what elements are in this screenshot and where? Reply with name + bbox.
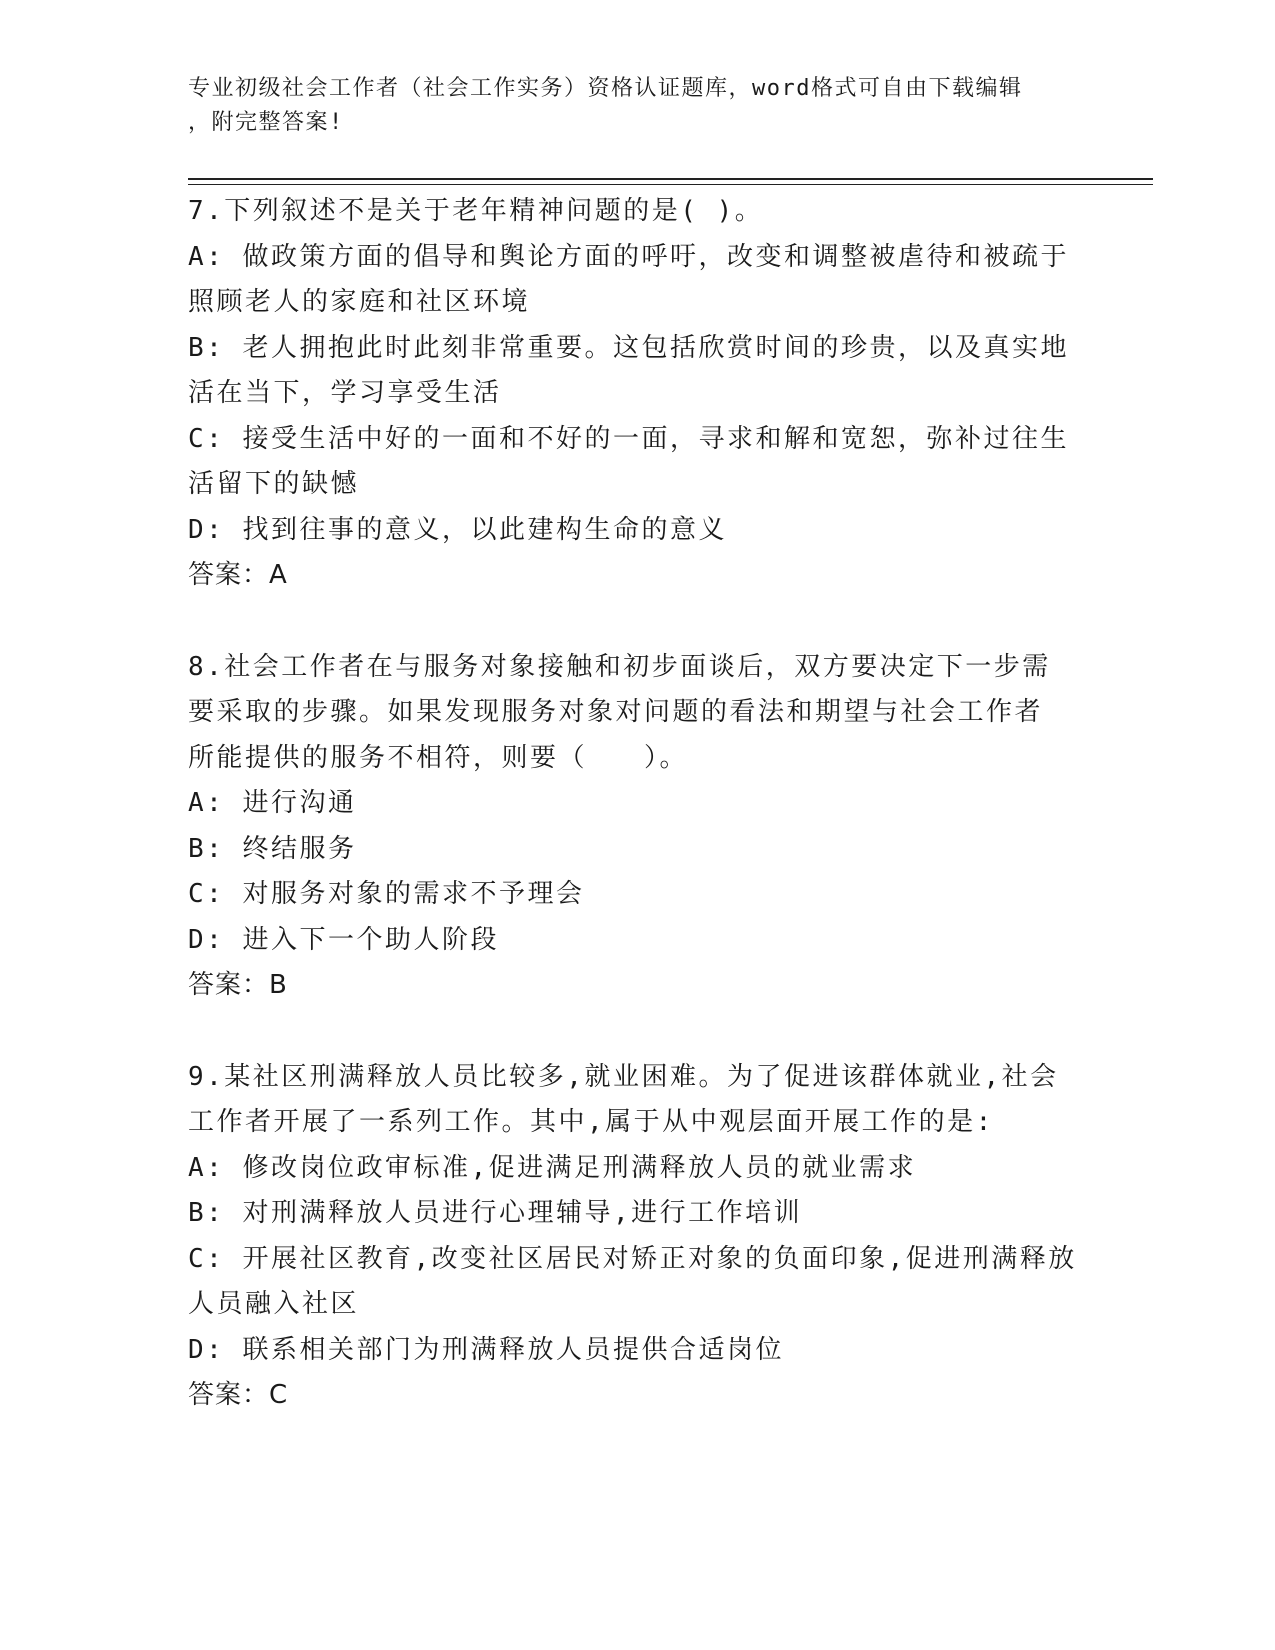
- option-a: A: 进行沟通: [188, 788, 357, 818]
- question-stem: 要采取的步骤。如果发现服务对象对问题的看法和期望与社会工作者: [188, 697, 1044, 727]
- option-b: B: 终结服务: [188, 833, 357, 864]
- header-line-2: ，附完整答案!: [188, 110, 344, 135]
- answer-label: 答案：A: [188, 560, 288, 590]
- question-9: [188, 1055, 1078, 1419]
- header-rule-thick: [188, 178, 1153, 180]
- question-stem: 7.下列叙述不是关于老年精神问题的是( )。: [188, 196, 764, 226]
- option-a: [188, 235, 1078, 326]
- header-rule-thin: [188, 184, 1153, 185]
- option-d: D: 联系相关部门为刑满释放人员提供合适岗位: [188, 1334, 784, 1365]
- option-line: 人员融入社区: [188, 1289, 360, 1319]
- question-list: [188, 189, 1078, 1419]
- question-stem: 8.社会工作者在与服务对象接触和初步面谈后，双方要决定下一步需: [188, 651, 1051, 682]
- option-line: B: 老人拥抱此时此刻非常重要。这包括欣赏时间的珍贵，以及真实地: [188, 332, 1069, 363]
- header-line-1: 专业初级社会工作者（社会工作实务）资格认证题库，word格式可自由下载编辑: [188, 76, 1023, 101]
- option-line: A: 做政策方面的倡导和舆论方面的呼吁，改变和调整被虐待和被疏于: [188, 241, 1069, 272]
- question-stem: 所能提供的服务不相符，则要（ ）。: [188, 742, 689, 773]
- option-c: C: 对服务对象的需求不予理会: [188, 879, 585, 909]
- option-d: [188, 508, 1078, 554]
- question-stem: 9.某社区刑满释放人员比较多,就业困难。为了促进该群体就业,社会: [188, 1061, 1059, 1092]
- question-spacer: [188, 599, 1078, 645]
- question-stem: 工作者开展了一系列工作。其中,属于从中观层面开展工作的是:: [188, 1107, 994, 1137]
- option-a: A: 修改岗位政审标准,促进满足刑满释放人员的就业需求: [188, 1152, 917, 1183]
- question-7: [188, 189, 1078, 599]
- option-line: C: 接受生活中好的一面和不好的一面，寻求和解和宽恕，弥补过往生: [188, 423, 1069, 454]
- option-line: C: 开展社区教育,改变社区居民对矫正对象的负面印象,促进刑满释放: [188, 1243, 1077, 1274]
- option-b: B: 对刑满释放人员进行心理辅导,进行工作培训: [188, 1198, 803, 1228]
- document-header: [188, 72, 1068, 140]
- answer-label: 答案：C: [188, 1380, 289, 1410]
- option-c: [188, 1237, 1078, 1328]
- question-spacer: [188, 1009, 1078, 1055]
- option-line: D: 找到往事的意义，以此建构生命的意义: [188, 514, 727, 545]
- option-d: D: 进入下一个助人阶段: [188, 924, 499, 955]
- answer-label: 答案：B: [188, 970, 288, 1000]
- option-line: 照顾老人的家庭和社区环境: [188, 287, 531, 317]
- option-c: [188, 417, 1078, 508]
- option-b: [188, 326, 1078, 417]
- question-8: [188, 645, 1078, 1009]
- option-line: 活在当下，学习享受生活: [188, 378, 502, 408]
- option-line: 活留下的缺憾: [188, 469, 360, 499]
